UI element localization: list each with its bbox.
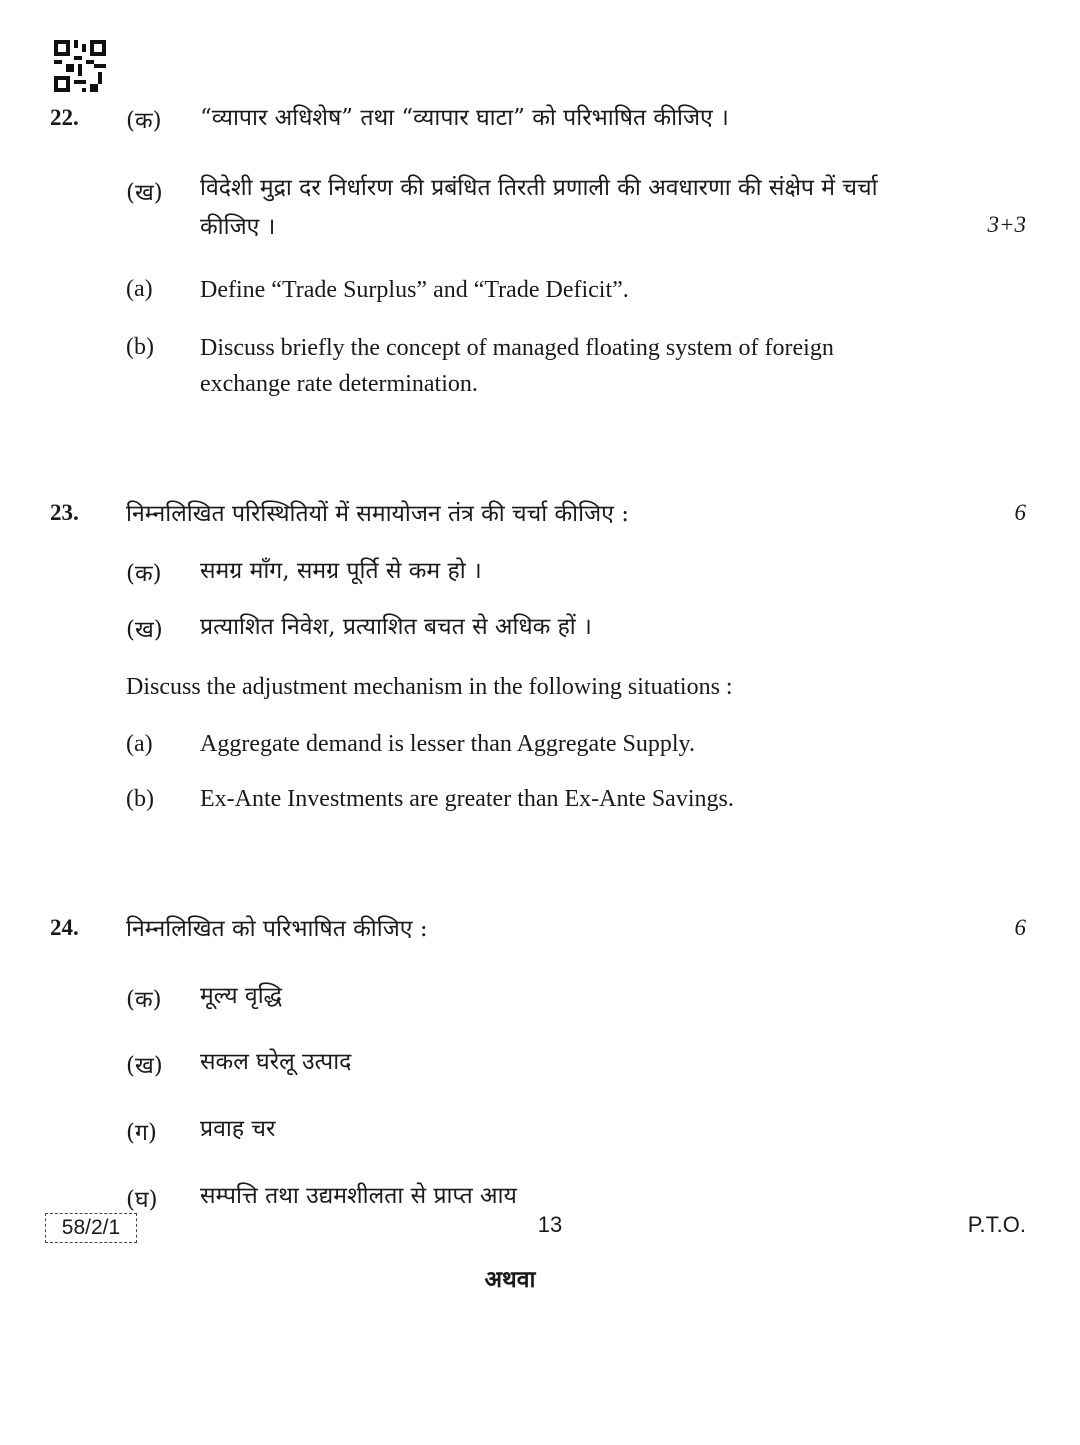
question-text-en: Ex-Ante Investments are greater than Ex-Ante Savings. [200, 786, 734, 812]
option-label: (ग) [126, 1120, 157, 1146]
marks: 6 [1014, 500, 1026, 525]
question-number-23: 23. [50, 500, 79, 525]
option-label: (क) [126, 561, 162, 587]
option-label: (ख) [126, 180, 163, 206]
question-text-hi: कीजिए । [200, 214, 276, 240]
question-text-en: Define “Trade Surplus” and “Trade Deficit”. [200, 277, 629, 303]
pto-label: P.T.O. [967, 1212, 1026, 1237]
question-text-hi: मूल्य वृद्धि [200, 983, 283, 1009]
marks: 6 [1014, 915, 1026, 940]
option-label: (क) [126, 108, 162, 134]
qr-code-icon [54, 40, 106, 92]
question-stem-hi: निम्नलिखित परिस्थितियों में समायोजन तंत्र की चर्चा कीजिए : [126, 501, 629, 527]
question-text-hi: “व्यापार अधिशेष” तथा “व्यापार घाटा” को परिभाषित कीजिए । [200, 105, 729, 131]
option-label: (ख) [126, 617, 163, 643]
marks: 3+3 [987, 212, 1026, 237]
question-text-hi: समग्र माँग, समग्र पूर्ति से कम हो । [200, 558, 482, 584]
question-number-24: 24. [50, 915, 79, 940]
option-label: (ख) [126, 1053, 163, 1079]
question-number-22: 22. [50, 105, 79, 130]
or-separator: अथवा [484, 1266, 536, 1293]
question-text-hi: विदेशी मुद्रा दर निर्धारण की प्रबंधित तिरती प्रणाली की अवधारणा की संक्षेप में चर्चा [200, 175, 878, 201]
page-number: 13 [537, 1212, 563, 1237]
question-text-hi: सकल घरेलू उत्पाद [200, 1049, 352, 1075]
question-text-hi: सम्पत्ति तथा उद्यमशीलता से प्राप्त आय [200, 1183, 517, 1209]
option-label: (b) [126, 334, 154, 360]
question-text-en: exchange rate determination. [200, 371, 478, 397]
question-stem-en: Discuss the adjustment mechanism in the following situations : [126, 674, 733, 700]
option-label: (a) [126, 731, 153, 757]
option-label: (क) [126, 987, 162, 1013]
paper-code: 58/2/1 [45, 1213, 137, 1243]
option-label: (b) [126, 786, 154, 812]
question-text-hi: प्रत्याशित निवेश, प्रत्याशित बचत से अधिक हों । [200, 614, 592, 640]
question-stem-hi: निम्नलिखित को परिभाषित कीजिए : [126, 916, 428, 942]
question-text-en: Aggregate demand is lesser than Aggregate Supply. [200, 731, 695, 757]
option-label: (घ) [126, 1187, 158, 1213]
option-label: (a) [126, 276, 153, 302]
question-text-en: Discuss briefly the concept of managed floating system of foreign [200, 335, 834, 361]
question-text-hi: प्रवाह चर [200, 1116, 276, 1142]
